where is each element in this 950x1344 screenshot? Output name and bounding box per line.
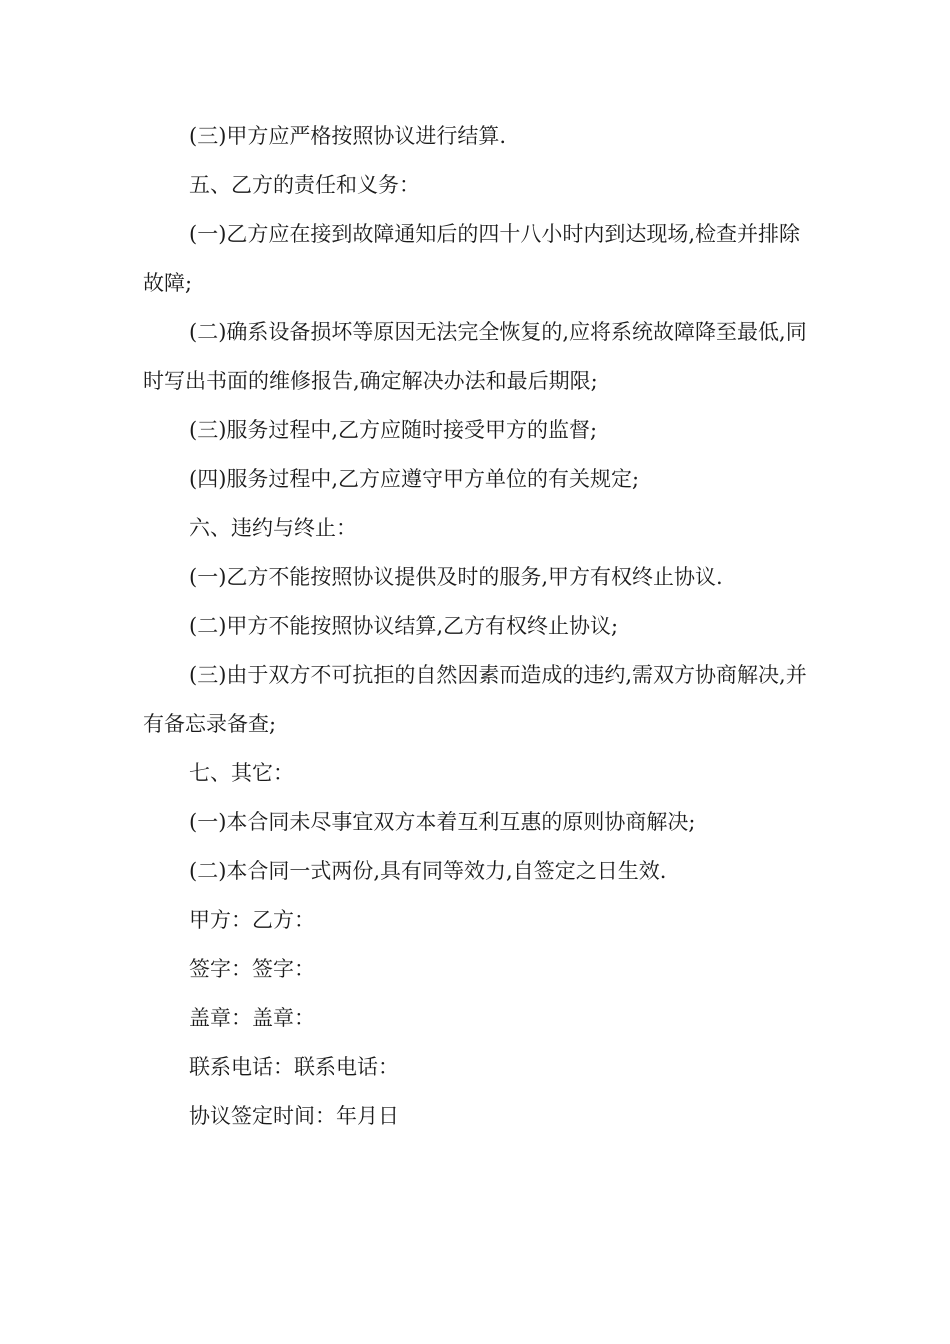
signature-parties: 甲方：乙方：: [189, 908, 315, 932]
clause-4-3-settlement: (三)甲方应严格按照协议进行结算.: [189, 124, 507, 148]
signature-date: 协议签定时间：年月日: [189, 1104, 399, 1128]
document-body: [143, 112, 811, 1141]
clause-7-1-unresolved-matters: (一)本合同未尽事宜双方本着互利互惠的原则协商解决;: [189, 810, 696, 834]
signature-seal: 盖章：盖章：: [189, 1006, 315, 1030]
clause-7-2-copies: (二)本合同一式两份,具有同等效力,自签定之日生效.: [189, 859, 667, 883]
clause-5-4-regulations: (四)服务过程中,乙方应遵守甲方单位的有关规定;: [189, 467, 640, 491]
section-6-heading: 六、违约与终止：: [189, 516, 357, 540]
section-5-heading: 五、乙方的责任和义务：: [189, 173, 420, 197]
section-7-heading: 七、其它：: [189, 761, 294, 785]
clause-5-2-repair-report: (二)确系设备损坏等原因无法完全恢复的,应将系统故障降至最低,同时写出书面的维修报告,确定解决办法和最后期限;: [143, 320, 807, 393]
clause-6-1-termination-by-a: (一)乙方不能按照协议提供及时的服务,甲方有权终止协议.: [189, 565, 723, 589]
signature-phone: 联系电话：联系电话：: [189, 1055, 399, 1079]
clause-6-2-termination-by-b: (二)甲方不能按照协议结算,乙方有权终止协议;: [189, 614, 619, 638]
clause-5-3-supervision: (三)服务过程中,乙方应随时接受甲方的监督;: [189, 418, 598, 442]
clause-6-3-force-majeure: (三)由于双方不可抗拒的自然因素而造成的违约,需双方协商解决,并有备忘录备查;: [143, 663, 807, 736]
signature-sign: 签字：签字：: [189, 957, 315, 981]
clause-5-1-response: (一)乙方应在接到故障通知后的四十八小时内到达现场,检查并排除故障;: [143, 222, 801, 295]
